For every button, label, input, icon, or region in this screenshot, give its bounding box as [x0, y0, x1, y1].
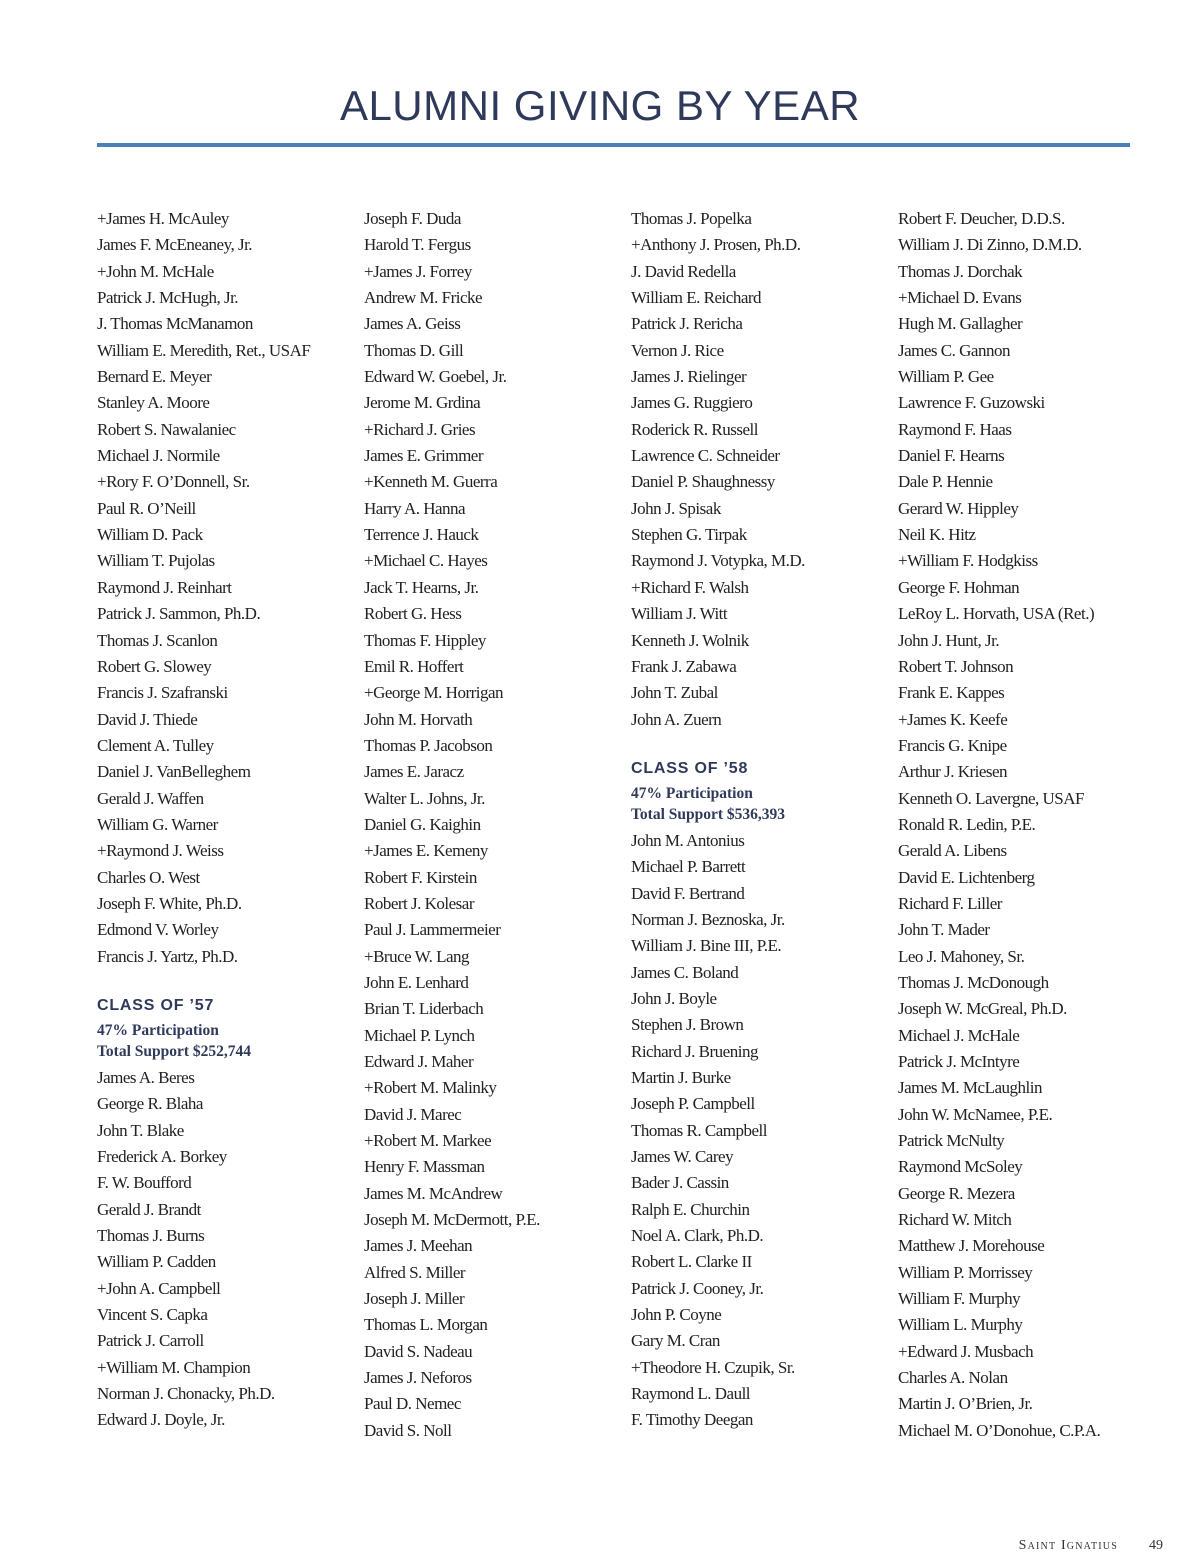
donor-name: Raymond L. Daull: [631, 1384, 751, 1404]
donor-name: John W. McNamee, P.E.: [898, 1104, 1053, 1124]
donor-name: Joseph F. White, Ph.D.: [97, 893, 242, 913]
donor-name: J. Thomas McManamon: [97, 314, 253, 334]
donor-name: Richard W. Mitch: [898, 1210, 1012, 1230]
donor-name: +John M. McHale: [97, 261, 214, 281]
donor-name: Michael J. Normile: [97, 446, 220, 466]
donor-name: Harry A. Hanna: [364, 498, 466, 518]
donor-name: Arthur J. Kriesen: [898, 762, 1008, 782]
donor-name: James C. Gannon: [898, 340, 1010, 360]
donor-name: Michael M. O’Donohue, C.P.A.: [898, 1420, 1101, 1440]
donor-name: David S. Nadeau: [364, 1341, 473, 1361]
donor-name: James A. Geiss: [364, 314, 461, 334]
donor-list: [364, 206, 626, 1444]
donor-name: Kenneth O. Lavergne, USAF: [898, 788, 1084, 808]
donor-name: Raymond J. Reinhart: [97, 577, 232, 597]
donor-name: +John A. Campbell: [97, 1278, 221, 1298]
donor-name: Thomas P. Jacobson: [364, 735, 493, 755]
donor-name: Richard J. Bruening: [631, 1041, 758, 1061]
donor-name: James J. Meehan: [364, 1236, 473, 1256]
donor-name: +Anthony J. Prosen, Ph.D.: [631, 235, 801, 255]
donor-name: +Robert M. Malinky: [364, 1078, 497, 1098]
donor-name: Stephen J. Brown: [631, 1015, 744, 1035]
donor-name: Thomas D. Gill: [364, 340, 464, 360]
donor-name: Patrick J. McHugh, Jr.: [97, 288, 239, 308]
donor-name: John T. Blake: [97, 1120, 184, 1140]
donor-name: Bernard E. Meyer: [97, 367, 212, 387]
column-2: [364, 206, 626, 1444]
donor-name: Robert S. Nawalaniec: [97, 419, 236, 439]
donor-name: Stanley A. Moore: [97, 393, 210, 413]
donor-name: Daniel P. Shaughnessy: [631, 472, 775, 492]
donor-name: Jerome M. Grdina: [364, 393, 481, 413]
donor-name: Gary M. Cran: [631, 1331, 720, 1351]
donor-name: Matthew J. Morehouse: [898, 1236, 1045, 1256]
donor-name: James W. Carey: [631, 1147, 734, 1166]
class-stats: [631, 783, 893, 825]
donor-name: John T. Zubal: [631, 683, 718, 703]
donor-name: Michael J. McHale: [898, 1025, 1020, 1045]
donor-name: James F. McEneaney, Jr.: [97, 235, 253, 255]
donor-list: [97, 1065, 359, 1434]
donor-name: Joseph M. McDermott, P.E.: [364, 1210, 540, 1230]
donor-name: Robert G. Slowey: [97, 656, 212, 676]
donor-name: Edward J. Doyle, Jr.: [97, 1410, 225, 1430]
page-title: ALUMNI GIVING BY YEAR: [339, 82, 861, 129]
donor-name: Raymond McSoley: [898, 1157, 1023, 1177]
donor-name: William D. Pack: [97, 525, 203, 545]
donor-name: Neil K. Hitz: [898, 525, 976, 545]
donor-name: James G. Ruggiero: [631, 393, 753, 413]
donor-name: John M. Horvath: [364, 709, 473, 729]
participation-rate: 47% Participation: [631, 784, 753, 802]
donor-name: Paul D. Nemec: [364, 1394, 461, 1414]
donor-name: Gerald J. Waffen: [97, 788, 204, 808]
donor-name: Francis G. Knipe: [898, 735, 1007, 755]
page-number: 49: [1149, 1538, 1163, 1553]
donor-name: John J. Hunt, Jr.: [898, 630, 1000, 650]
donor-name: Thomas J. McDonough: [898, 972, 1049, 992]
donor-name: Ralph E. Churchin: [631, 1199, 750, 1219]
donor-name: F. Timothy Deegan: [631, 1410, 753, 1430]
donor-name: James E. Grimmer: [364, 446, 483, 466]
donor-name: Edward W. Goebel, Jr.: [364, 367, 507, 387]
donor-name: George R. Mezera: [898, 1183, 1015, 1203]
donor-name: Thomas L. Morgan: [364, 1315, 488, 1335]
total-support: Total Support $252,744: [97, 1042, 252, 1060]
donor-name: Frederick A. Borkey: [97, 1147, 227, 1166]
donor-name: Clement A. Tulley: [97, 735, 214, 755]
donor-name: David S. Noll: [364, 1420, 452, 1440]
donor-name: James C. Boland: [631, 962, 739, 982]
donor-name: Francis J. Yartz, Ph.D.: [97, 946, 238, 966]
donor-name: Edward J. Maher: [364, 1052, 474, 1071]
donor-name: James M. McLaughlin: [898, 1078, 1042, 1098]
donor-name: +Robert M. Markee: [364, 1131, 492, 1151]
donor-name: Ronald R. Ledin, P.E.: [898, 814, 1036, 834]
donor-name: Andrew M. Fricke: [364, 288, 483, 308]
donor-name: Roderick R. Russell: [631, 419, 758, 439]
donor-name: William P. Gee: [898, 367, 994, 387]
donor-name: Joseph J. Miller: [364, 1289, 465, 1309]
donor-name: Daniel G. Kaighin: [364, 814, 481, 834]
donor-name: Gerald J. Brandt: [97, 1199, 201, 1219]
donor-name: David F. Bertrand: [631, 883, 745, 903]
donor-name: Thomas J. Burns: [97, 1226, 205, 1246]
column-4: [898, 206, 1160, 1444]
donor-name: John P. Coyne: [631, 1305, 722, 1325]
donor-name: Patrick J. Cooney, Jr.: [631, 1278, 764, 1298]
donor-name: Thomas J. Dorchak: [898, 261, 1023, 281]
donor-name: William E. Reichard: [631, 288, 762, 308]
donor-name: Patrick J. McIntyre: [898, 1052, 1020, 1071]
donor-name: George F. Hohman: [898, 577, 1020, 597]
donor-name: John J. Boyle: [631, 988, 717, 1008]
donor-name: Francis J. Szafranski: [97, 683, 228, 703]
donor-name: Robert L. Clarke II: [631, 1252, 752, 1272]
donor-name: LeRoy L. Horvath, USA (Ret.): [898, 604, 1095, 624]
column-3: [631, 206, 893, 1434]
donor-name: +William M. Champion: [97, 1357, 251, 1377]
donor-name: James A. Beres: [97, 1067, 195, 1087]
donor-name: Gerard W. Hippley: [898, 498, 1019, 518]
donor-name: Robert F. Kirstein: [364, 867, 477, 887]
donor-name: Leo J. Mahoney, Sr.: [898, 946, 1025, 966]
column-1: [97, 206, 359, 1434]
donor-name: David J. Thiede: [97, 709, 198, 729]
donor-name: Gerald A. Libens: [898, 841, 1007, 861]
donor-name: William E. Meredith, Ret., USAF: [97, 340, 311, 360]
donor-name: +Rory F. O’Donnell, Sr.: [97, 472, 250, 492]
total-support: Total Support $536,393: [631, 805, 786, 823]
donor-name: Patrick J. Carroll: [97, 1331, 204, 1351]
donor-name: Robert J. Kolesar: [364, 893, 475, 913]
participation-rate: 47% Participation: [97, 1021, 219, 1039]
donor-name: Frank J. Zabawa: [631, 656, 737, 676]
donor-name: Martin J. O’Brien, Jr.: [898, 1394, 1033, 1414]
donor-list: [97, 206, 359, 970]
donor-name: James M. McAndrew: [364, 1183, 503, 1203]
donor-name: Lawrence F. Guzowski: [898, 393, 1045, 413]
donor-name: +James H. McAuley: [97, 209, 229, 228]
donor-name: Dale P. Hennie: [898, 472, 993, 492]
donor-name: +James E. Kemeny: [364, 841, 488, 861]
donor-name: Richard F. Liller: [898, 893, 1002, 913]
donor-name: +Michael D. Evans: [898, 288, 1022, 308]
donor-name: Alfred S. Miller: [364, 1262, 466, 1282]
donor-name: William L. Murphy: [898, 1315, 1023, 1335]
donor-name: Norman J. Beznoska, Jr.: [631, 909, 785, 929]
donor-name: Daniel J. VanBelleghem: [97, 762, 251, 782]
donor-name: Raymond F. Haas: [898, 419, 1012, 439]
donor-name: Patrick McNulty: [898, 1131, 1005, 1151]
donor-name: William P. Morrissey: [898, 1262, 1033, 1282]
donor-name: Charles A. Nolan: [898, 1368, 1008, 1388]
donor-name: George R. Blaha: [97, 1094, 203, 1114]
donor-name: William F. Murphy: [898, 1289, 1021, 1309]
donor-name: William T. Pujolas: [97, 551, 215, 571]
title-divider: [97, 143, 1130, 147]
donor-name: Michael P. Barrett: [631, 857, 746, 877]
donor-name: James J. Rielinger: [631, 367, 747, 387]
donor-name: Patrick J. Sammon, Ph.D.: [97, 604, 261, 624]
donor-name: Daniel F. Hearns: [898, 446, 1005, 466]
donor-name: John E. Lenhard: [364, 972, 469, 992]
class-stats: [97, 1020, 359, 1062]
donor-name: Henry F. Massman: [364, 1157, 485, 1177]
donor-name: Michael P. Lynch: [364, 1025, 475, 1045]
donor-name: Frank E. Kappes: [898, 683, 1005, 703]
donor-name: Thomas J. Popelka: [631, 209, 752, 228]
donor-name: William P. Cadden: [97, 1252, 216, 1272]
donor-name: Thomas F. Hippley: [364, 630, 486, 650]
donor-name: William J. Di Zinno, D.M.D.: [898, 235, 1082, 255]
donor-name: William J. Witt: [631, 604, 728, 624]
donor-name: Robert F. Deucher, D.D.S.: [898, 209, 1065, 228]
donor-name: Thomas R. Campbell: [631, 1120, 767, 1140]
donor-name: +Bruce W. Lang: [364, 946, 470, 966]
donor-name: James J. Neforos: [364, 1368, 472, 1388]
donor-name: +Raymond J. Weiss: [97, 841, 224, 861]
donor-name: Patrick J. Rericha: [631, 314, 743, 334]
donor-name: J. David Redella: [631, 261, 736, 281]
donor-name: John A. Zuern: [631, 709, 722, 729]
donor-name: Emil R. Hoffert: [364, 656, 464, 676]
class-heading: CLASS OF ’57: [97, 996, 215, 1014]
donor-name: Bader J. Cassin: [631, 1173, 729, 1193]
donor-name: Brian T. Liderbach: [364, 999, 484, 1019]
donor-name: Robert T. Johnson: [898, 656, 1014, 676]
donor-name: Raymond J. Votypka, M.D.: [631, 551, 805, 571]
donor-list: [631, 206, 893, 733]
donor-name: Charles O. West: [97, 867, 200, 887]
donor-name: +William F. Hodgkiss: [898, 551, 1038, 571]
donor-name: Hugh M. Gallagher: [898, 314, 1023, 334]
donor-name: +James J. Forrey: [364, 261, 472, 281]
donor-name: Vincent S. Capka: [97, 1305, 208, 1325]
donor-name: John M. Antonius: [631, 830, 745, 850]
donor-name: Joseph P. Campbell: [631, 1094, 755, 1114]
donor-name: +James K. Keefe: [898, 709, 1008, 729]
donor-list: [898, 206, 1160, 1444]
donor-name: +George M. Horrigan: [364, 683, 504, 703]
donor-list: [631, 828, 893, 1434]
donor-name: Kenneth J. Wolnik: [631, 630, 749, 650]
donor-name: John J. Spisak: [631, 498, 721, 518]
donor-name: Harold T. Fergus: [364, 235, 471, 255]
donor-name: +Michael C. Hayes: [364, 551, 488, 571]
donor-name: Joseph W. McGreal, Ph.D.: [898, 999, 1067, 1019]
donor-name: Paul J. Lammermeier: [364, 920, 501, 940]
donor-name: +Theodore H. Czupik, Sr.: [631, 1357, 795, 1377]
donor-name: Paul R. O’Neill: [97, 498, 196, 518]
donor-name: David E. Lichtenberg: [898, 867, 1035, 887]
donor-name: Noel A. Clark, Ph.D.: [631, 1226, 764, 1246]
donor-name: Jack T. Hearns, Jr.: [364, 577, 479, 597]
publication-name: Saint Ignatius: [1018, 1538, 1118, 1553]
donor-name: Robert G. Hess: [364, 604, 462, 624]
donor-name: +Richard J. Gries: [364, 419, 476, 439]
donor-name: Lawrence C. Schneider: [631, 446, 780, 466]
donor-name: John T. Mader: [898, 920, 990, 940]
donor-name: Joseph F. Duda: [364, 209, 461, 228]
donor-name: Martin J. Burke: [631, 1067, 731, 1087]
donor-name: Stephen G. Tirpak: [631, 525, 747, 545]
donor-name: Norman J. Chonacky, Ph.D.: [97, 1384, 275, 1404]
class-heading: CLASS OF ’58: [631, 759, 749, 777]
donor-name: Thomas J. Scanlon: [97, 630, 218, 650]
donor-name: Edmond V. Worley: [97, 920, 219, 940]
donor-name: +Edward J. Musbach: [898, 1341, 1034, 1361]
donor-name: William G. Warner: [97, 814, 218, 834]
donor-name: Terrence J. Hauck: [364, 525, 479, 545]
donor-name: +Richard F. Walsh: [631, 577, 749, 597]
donor-name: Walter L. Johns, Jr.: [364, 788, 485, 808]
donor-name: +Kenneth M. Guerra: [364, 472, 498, 492]
donor-name: Vernon J. Rice: [631, 340, 724, 360]
donor-name: David J. Marec: [364, 1104, 462, 1124]
donor-name: William J. Bine III, P.E.: [631, 936, 782, 956]
donor-name: James E. Jaracz: [364, 762, 464, 782]
donor-name: F. W. Boufford: [97, 1173, 192, 1193]
